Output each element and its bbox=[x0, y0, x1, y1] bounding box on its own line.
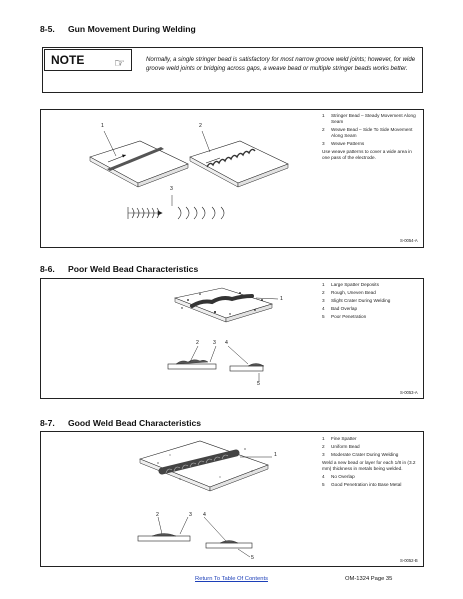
callout-2: 2 bbox=[156, 512, 159, 518]
callout-2: 2 bbox=[196, 340, 199, 346]
section-heading-8-7 bbox=[40, 418, 201, 428]
callout-1: 1 bbox=[280, 296, 283, 302]
legend-item: 3 Moderate Crater During Welding bbox=[322, 452, 399, 457]
legend-panel3 bbox=[322, 436, 418, 490]
legend-item: 4 Bad Overlap bbox=[322, 306, 358, 311]
section-title: Poor Weld Bead Characteristics bbox=[68, 264, 199, 274]
legend-item: 4 No Overlap bbox=[322, 474, 355, 479]
stringer-bead-plate bbox=[90, 141, 188, 187]
callout-3: 3 bbox=[213, 340, 216, 346]
callout-5: 5 bbox=[251, 555, 254, 561]
section-heading-8-6 bbox=[40, 264, 198, 274]
return-to-toc-link[interactable]: Return To Table Of Contents bbox=[195, 576, 268, 582]
section-number: 8-5. bbox=[40, 24, 55, 34]
note-label-text: NOTE bbox=[51, 53, 85, 67]
note-text: Normally, a single stringer bead is satisfactory for most narrow groove weld joints; however, for wide groove weld joints or bridging across gaps, a weave bead or multiple stringer beads works better. bbox=[146, 56, 416, 72]
legend-panel2 bbox=[322, 282, 418, 322]
section-number: 8-6. bbox=[40, 264, 55, 274]
callout-3: 3 bbox=[170, 186, 173, 192]
callout-4: 4 bbox=[203, 512, 206, 518]
legend-item: 1 Stringer Bead – Steady Movement Along Seam bbox=[322, 113, 416, 124]
callout-5: 5 bbox=[257, 381, 260, 387]
pointing-hand-icon: ☞ bbox=[114, 56, 125, 70]
legend-item: 1 Large Spatter Deposits bbox=[322, 282, 379, 287]
legend-item: 5 Poor Penetration bbox=[322, 314, 367, 319]
callout-3: 3 bbox=[189, 512, 192, 518]
legend-item: 3 Slight Crater During Welding bbox=[322, 298, 391, 303]
legend-note: Weld a new bead or layer for each 1/8 in (3.2 mm) thickness in metals being welded. bbox=[322, 460, 416, 471]
legend-item: 5 Good Penetration into Base Metal bbox=[322, 482, 402, 487]
note-label bbox=[44, 49, 132, 71]
legend-item: 3 Weave Patterns bbox=[322, 141, 365, 146]
legend-item: 2 Rough, Uneven Bead bbox=[322, 290, 376, 295]
legend-item: 2 Uniform Bead bbox=[322, 444, 360, 449]
section-number: 8-7. bbox=[40, 418, 55, 428]
section-title: Good Weld Bead Characteristics bbox=[68, 418, 202, 428]
legend-item: 2 Weave Bead – Side To Side Movement Along Seam bbox=[322, 127, 413, 138]
callout-2: 2 bbox=[199, 123, 202, 129]
callout-1: 1 bbox=[274, 452, 277, 458]
legend-item: 1 Fine Spatter bbox=[322, 436, 357, 441]
section-heading-8-5 bbox=[40, 24, 196, 34]
page-number: OM-1324 Page 35 bbox=[345, 576, 393, 582]
figure-code: S-0054-A bbox=[400, 238, 418, 243]
weave-bead-plate bbox=[190, 141, 288, 187]
callout-1: 1 bbox=[101, 123, 104, 129]
weave-patterns bbox=[128, 207, 224, 219]
figure-code: S-0053-A bbox=[400, 390, 418, 395]
legend-note: Use weave patterns to cover a wide area in one pass of the electrode. bbox=[322, 149, 412, 160]
section-title: Gun Movement During Welding bbox=[68, 24, 196, 34]
callout-4: 4 bbox=[225, 340, 228, 346]
legend-panel1 bbox=[322, 113, 418, 163]
figure-code: S-0052-B bbox=[400, 558, 418, 563]
